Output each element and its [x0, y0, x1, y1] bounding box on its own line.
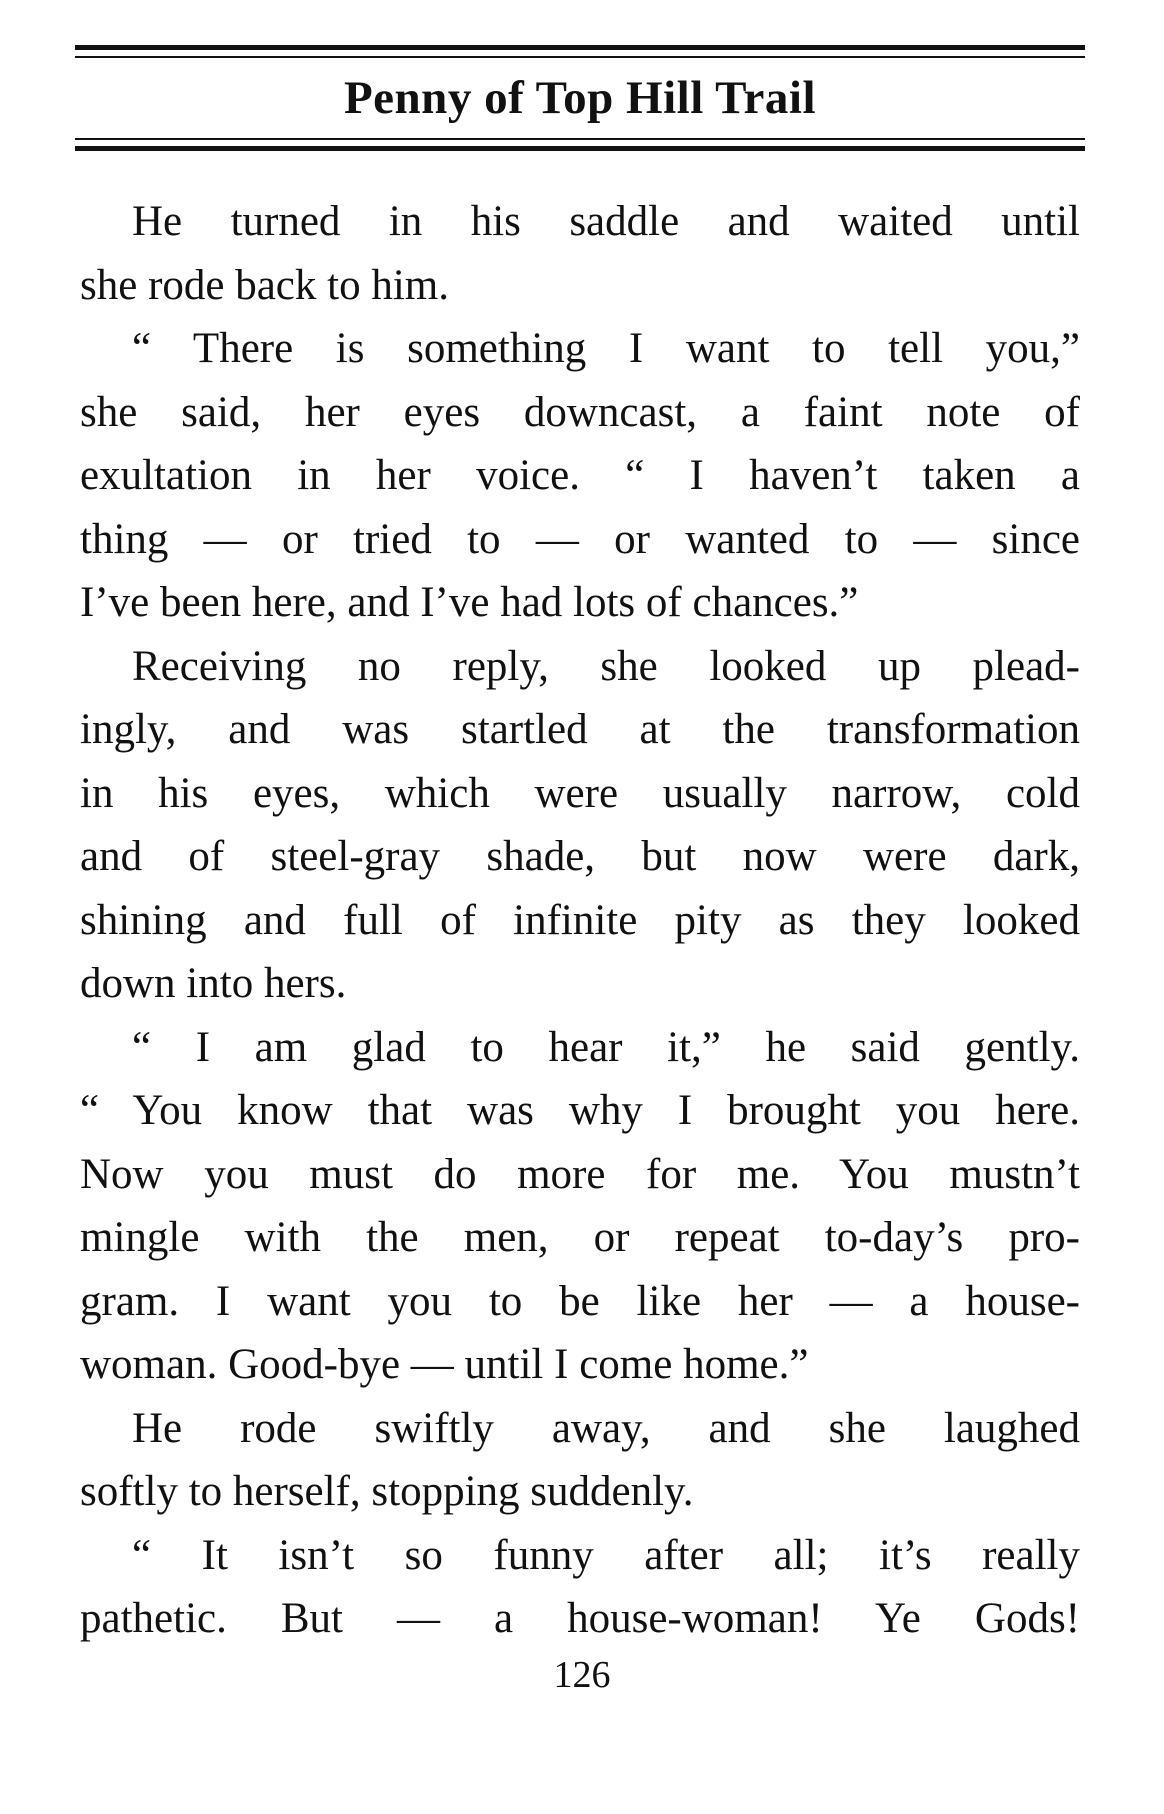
- page-number: 126: [553, 1654, 611, 1696]
- text-line: gram. I want you to be like her — a house-: [80, 1277, 1080, 1325]
- text-line: “ You know that was why I brought you here.: [80, 1087, 1080, 1134]
- paragraph: [80, 1397, 1080, 1524]
- text-line: He rode swiftly away, and she laughed: [132, 1404, 1080, 1452]
- text-line: Receiving no reply, she looked up plead-: [132, 642, 1080, 690]
- paragraph: [80, 190, 1080, 317]
- text-line: Now you must do more for me. You mustn’t: [80, 1150, 1080, 1198]
- body-text: [80, 190, 1080, 1651]
- text-line: I’ve been here, and I’ve had lots of chances.”: [80, 579, 859, 626]
- paragraph: [80, 317, 1080, 635]
- running-title: Penny of Top Hill Trail: [343, 72, 817, 124]
- header-rule-top-thick: [75, 45, 1085, 50]
- header-rule-bottom-thick: [75, 146, 1085, 151]
- text-line: softly to herself, stopping suddenly.: [80, 1468, 694, 1515]
- paragraph: [80, 1016, 1080, 1397]
- text-line: pathetic. But — a house-woman! Ye Gods!: [80, 1595, 1080, 1642]
- paragraph: [80, 1524, 1080, 1651]
- text-line: ingly, and was startled at the transformation: [80, 706, 1080, 753]
- paragraph: [80, 635, 1080, 1016]
- text-line: exultation in her voice. “ I haven’t taken a: [80, 452, 1080, 499]
- text-line: “ There is something I want to tell you,”: [132, 325, 1080, 372]
- text-line: “ I am glad to hear it,” he said gently.: [132, 1023, 1080, 1071]
- text-line: shining and full of infinite pity as they looked: [80, 896, 1080, 944]
- text-line: mingle with the men, or repeat to-day’s pro-: [80, 1214, 1080, 1261]
- header-rule-top-thin: [75, 56, 1085, 58]
- header-rule-bottom-thin: [75, 138, 1085, 140]
- text-line: “ It isn’t so funny after all; it’s really: [132, 1531, 1080, 1579]
- text-line: down into hers.: [80, 960, 347, 1007]
- text-line: thing — or tried to — or wanted to — since: [80, 515, 1080, 563]
- text-line: she said, her eyes downcast, a faint note of: [80, 388, 1080, 436]
- text-line: woman. Good-bye — until I come home.”: [80, 1341, 809, 1388]
- text-line: and of steel-gray shade, but now were dark,: [80, 833, 1080, 880]
- text-line: she rode back to him.: [80, 261, 449, 309]
- text-line: in his eyes, which were usually narrow, cold: [80, 769, 1080, 817]
- text-line: He turned in his saddle and waited until: [132, 198, 1080, 245]
